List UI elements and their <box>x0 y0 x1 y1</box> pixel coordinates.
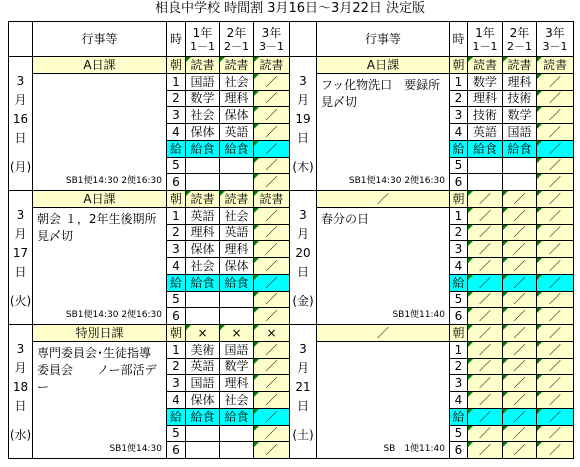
period-number: 2 <box>166 90 186 108</box>
subject-cell: 給食 <box>467 140 503 158</box>
subject-cell: 英語 <box>219 224 254 242</box>
subject-cell: ／ <box>253 358 290 376</box>
subject-cell <box>467 157 503 175</box>
subject-cell: ／ <box>253 140 290 158</box>
period-number: 3 <box>166 374 186 392</box>
event-text <box>32 73 167 175</box>
subject-cell: 保体 <box>185 123 220 141</box>
subject-cell: ／ <box>253 274 290 292</box>
period-number: 6 <box>449 307 468 325</box>
subject-cell: 理科 <box>219 240 254 258</box>
subject-cell: ／ <box>536 207 574 225</box>
date-char: 日 <box>296 131 309 145</box>
subject-cell <box>502 173 537 191</box>
subject-cell <box>219 157 254 175</box>
date-column <box>8 190 33 325</box>
subject-cell: ／ <box>253 307 290 325</box>
subject-cell <box>467 173 503 191</box>
date-char: 18 <box>12 380 29 394</box>
subject-cell: 保体 <box>219 106 254 124</box>
date-char: 月 <box>14 93 27 107</box>
grade-label: 3年 <box>545 25 565 40</box>
subject-cell: 英語 <box>467 123 503 141</box>
subject-cell: ／ <box>536 240 574 258</box>
day-type: ／ <box>316 324 450 342</box>
period-number: 給 <box>449 408 468 426</box>
subject-cell: ／ <box>502 207 537 225</box>
subject-cell <box>185 173 220 191</box>
grade-label: 1年 <box>475 25 495 40</box>
subject-cell: 読書 <box>253 190 290 208</box>
date-char: 日 <box>296 265 309 279</box>
subject-cell: 給食 <box>185 274 220 292</box>
date-char: 月 <box>14 227 27 241</box>
period-number: 1 <box>166 73 186 91</box>
period-number: 4 <box>166 257 186 275</box>
date-char: 16 <box>12 112 29 126</box>
subject-cell: ／ <box>502 190 537 208</box>
bus-schedule: SB1便14:30 2便16:30 <box>316 173 450 191</box>
subject-cell: 読書 <box>185 56 220 74</box>
event-text <box>316 341 450 443</box>
period-number: 1 <box>166 341 186 359</box>
subject-cell: ／ <box>467 441 503 459</box>
subject-cell: 数学 <box>185 90 220 108</box>
subject-cell: ／ <box>536 157 574 175</box>
class-label: 1－1 <box>472 39 498 53</box>
period-number: 6 <box>449 173 468 191</box>
subject-cell: ／ <box>467 307 503 325</box>
subject-cell: ／ <box>536 106 574 124</box>
subject-cell: ／ <box>536 441 574 459</box>
subject-cell: 数学 <box>502 106 537 124</box>
header-grade-2 <box>219 21 254 57</box>
subject-cell: 給食 <box>219 408 254 426</box>
subject-cell: ／ <box>536 307 574 325</box>
subject-cell: ／ <box>536 123 574 141</box>
subject-cell: ／ <box>467 224 503 242</box>
weekday-label: (金) <box>292 294 314 308</box>
subject-cell: 社会 <box>219 73 254 91</box>
date-column <box>289 324 317 459</box>
class-label: 3－1 <box>259 39 284 53</box>
header-corner <box>289 21 317 57</box>
subject-cell: 給食 <box>219 140 254 158</box>
subject-cell: ／ <box>253 240 290 258</box>
period-number: 6 <box>166 307 186 325</box>
subject-cell: ／ <box>536 358 574 376</box>
date-char: 3 <box>299 208 307 222</box>
period-number: 1 <box>449 341 468 359</box>
period-asa: 朝 <box>166 324 186 342</box>
class-label: 3－1 <box>542 39 568 53</box>
subject-cell <box>185 291 220 309</box>
class-label: 1－1 <box>190 39 215 53</box>
period-number: 4 <box>166 391 186 409</box>
date-char: 日 <box>14 399 27 413</box>
subject-cell: 保体 <box>185 240 220 258</box>
date-char: 20 <box>295 246 311 260</box>
subject-cell: 読書 <box>219 190 254 208</box>
subject-cell: 国語 <box>502 123 537 141</box>
day-type: A日課 <box>316 56 450 74</box>
subject-cell: ／ <box>536 73 574 91</box>
event-text: フッ化物洗口 要録所見〆切 <box>316 73 450 175</box>
grade-label: 3年 <box>261 25 282 40</box>
subject-cell: ／ <box>502 391 537 409</box>
header-grade-1 <box>467 21 503 57</box>
subject-cell: ／ <box>253 123 290 141</box>
date-char: 月 <box>296 361 309 375</box>
date-char: 3 <box>16 342 25 356</box>
subject-cell: ／ <box>253 73 290 91</box>
period-number: 3 <box>449 240 468 258</box>
date-char: 17 <box>12 246 29 260</box>
subject-cell: ／ <box>536 408 574 426</box>
period-number: 5 <box>166 157 186 175</box>
bus-schedule: SB1便14:30 <box>32 441 167 459</box>
subject-cell: ／ <box>502 324 537 342</box>
subject-cell: 社会 <box>185 257 220 275</box>
date-char: 月 <box>296 227 309 241</box>
period-asa: 朝 <box>166 56 186 74</box>
date-char: 月 <box>14 361 27 375</box>
subject-cell: ／ <box>502 240 537 258</box>
date-column <box>8 56 33 191</box>
subject-cell: 英語 <box>185 358 220 376</box>
period-number: 4 <box>449 391 468 409</box>
subject-cell: ／ <box>536 341 574 359</box>
subject-cell: ／ <box>536 190 574 208</box>
subject-cell: ／ <box>253 173 290 191</box>
grade-label: 2年 <box>509 25 530 40</box>
subject-cell: 給食 <box>502 140 537 158</box>
date-char: 月 <box>296 93 309 107</box>
header-event: 行事等 <box>316 21 450 57</box>
subject-cell: 読書 <box>185 190 220 208</box>
period-number: 5 <box>166 291 186 309</box>
subject-cell: ／ <box>502 374 537 392</box>
header-event: 行事等 <box>32 21 167 57</box>
subject-cell: 給食 <box>185 140 220 158</box>
day-type: A日課 <box>32 190 167 208</box>
subject-cell: ／ <box>467 374 503 392</box>
subject-cell: 給食 <box>219 274 254 292</box>
subject-cell: ／ <box>253 291 290 309</box>
period-number: 1 <box>449 207 468 225</box>
period-number: 5 <box>449 291 468 309</box>
date-char: 3 <box>16 208 25 222</box>
grade-label: 1年 <box>192 25 213 40</box>
period-asa: 朝 <box>449 190 468 208</box>
date-char: 21 <box>295 380 311 394</box>
subject-cell: 美術 <box>185 341 220 359</box>
period-number: 1 <box>449 73 468 91</box>
date-char: 日 <box>296 399 309 413</box>
period-asa: 朝 <box>449 324 468 342</box>
period-number: 給 <box>166 408 186 426</box>
period-number: 2 <box>449 224 468 242</box>
grade-label: 2年 <box>226 25 247 40</box>
subject-cell: ／ <box>253 106 290 124</box>
day-type: A日課 <box>32 56 167 74</box>
subject-cell: 読書 <box>219 56 254 74</box>
period-number: 5 <box>449 425 468 443</box>
weekday-label: (木) <box>292 160 314 174</box>
subject-cell: 社会 <box>185 106 220 124</box>
subject-cell: ／ <box>253 341 290 359</box>
subject-cell: × <box>185 324 220 342</box>
subject-cell: 保体 <box>219 257 254 275</box>
subject-cell: ／ <box>467 207 503 225</box>
subject-cell: ／ <box>536 391 574 409</box>
subject-cell: ／ <box>502 408 537 426</box>
period-number: 4 <box>166 123 186 141</box>
subject-cell: ／ <box>467 408 503 426</box>
period-number: 3 <box>166 106 186 124</box>
period-asa: 朝 <box>449 56 468 74</box>
period-number: 6 <box>449 441 468 459</box>
day-type: 特別日課 <box>32 324 167 342</box>
subject-cell: ／ <box>502 274 537 292</box>
date-char: 3 <box>299 74 307 88</box>
subject-cell: ／ <box>467 240 503 258</box>
subject-cell: ／ <box>253 391 290 409</box>
period-number: 2 <box>449 90 468 108</box>
period-number: 4 <box>449 123 468 141</box>
weekday-label: (月) <box>9 160 32 174</box>
subject-cell: ／ <box>467 341 503 359</box>
period-number: 3 <box>166 240 186 258</box>
date-char: 日 <box>14 265 27 279</box>
bus-schedule: SB1便14:30 2便16:30 <box>32 307 167 325</box>
period-number: 3 <box>449 106 468 124</box>
period-number: 6 <box>166 441 186 459</box>
subject-cell: ／ <box>253 224 290 242</box>
subject-cell: ／ <box>536 140 574 158</box>
subject-cell: 理科 <box>502 73 537 91</box>
subject-cell: 数学 <box>219 358 254 376</box>
header-grade-3 <box>536 21 574 57</box>
subject-cell: ／ <box>467 425 503 443</box>
date-char: 日 <box>14 131 27 145</box>
period-asa: 朝 <box>166 190 186 208</box>
subject-cell: ／ <box>467 391 503 409</box>
page-title: 相良中学校 時間割 3月16日～3月22日 決定版 <box>154 1 426 16</box>
subject-cell: ／ <box>253 157 290 175</box>
subject-cell: 理科 <box>219 90 254 108</box>
subject-cell: 読書 <box>502 56 537 74</box>
date-char: 3 <box>16 74 25 88</box>
subject-cell: 読書 <box>467 56 503 74</box>
subject-cell: 技術 <box>467 106 503 124</box>
subject-cell: × <box>253 324 290 342</box>
period-number: 2 <box>449 358 468 376</box>
subject-cell: 読書 <box>253 56 290 74</box>
subject-cell: ／ <box>253 257 290 275</box>
subject-cell: ／ <box>253 374 290 392</box>
subject-cell: 国語 <box>219 341 254 359</box>
subject-cell: × <box>219 324 254 342</box>
period-number: 2 <box>166 224 186 242</box>
subject-cell: ／ <box>536 374 574 392</box>
period-number: 6 <box>166 173 186 191</box>
subject-cell: 国語 <box>185 374 220 392</box>
subject-cell: 保体 <box>185 391 220 409</box>
date-column <box>289 56 317 191</box>
subject-cell: 理科 <box>219 374 254 392</box>
period-number: 給 <box>449 140 468 158</box>
subject-cell: ／ <box>536 173 574 191</box>
subject-cell <box>185 157 220 175</box>
subject-cell: ／ <box>502 257 537 275</box>
subject-cell: ／ <box>536 257 574 275</box>
subject-cell <box>219 307 254 325</box>
subject-cell: 理科 <box>185 224 220 242</box>
class-label: 2－1 <box>507 39 532 53</box>
subject-cell: 英語 <box>219 123 254 141</box>
subject-cell: ／ <box>253 441 290 459</box>
subject-cell: ／ <box>502 307 537 325</box>
subject-cell: ／ <box>502 224 537 242</box>
subject-cell <box>185 425 220 443</box>
subject-cell <box>219 425 254 443</box>
subject-cell <box>219 173 254 191</box>
period-number: 4 <box>449 257 468 275</box>
subject-cell: ／ <box>502 441 537 459</box>
subject-cell: ／ <box>467 324 503 342</box>
subject-cell: 理科 <box>467 90 503 108</box>
subject-cell: ／ <box>536 224 574 242</box>
header-grade-3 <box>253 21 290 57</box>
subject-cell: ／ <box>536 291 574 309</box>
event-text: 専門委員会･生徒指導委員会 ノー部活デー <box>32 341 167 443</box>
class-label: 2－1 <box>224 39 249 53</box>
subject-cell: 社会 <box>219 391 254 409</box>
subject-cell: 読書 <box>536 56 574 74</box>
day-type: ／ <box>316 190 450 208</box>
bus-schedule: SB1便14:30 2便16:30 <box>32 173 167 191</box>
subject-cell: ／ <box>536 425 574 443</box>
header-period: 時 <box>449 21 468 57</box>
period-number: 3 <box>449 374 468 392</box>
bus-schedule: SB1便11:40 <box>316 307 450 325</box>
subject-cell: ／ <box>536 90 574 108</box>
subject-cell: ／ <box>536 324 574 342</box>
period-number: 5 <box>449 157 468 175</box>
event-text: 朝会 １，2年生後期所見〆切 <box>32 207 167 309</box>
subject-cell: 給食 <box>185 408 220 426</box>
period-number: 給 <box>166 140 186 158</box>
subject-cell <box>185 441 220 459</box>
header-grade-1 <box>185 21 220 57</box>
subject-cell: ／ <box>502 291 537 309</box>
weekday-label: (水) <box>9 428 32 442</box>
date-char: 3 <box>299 342 307 356</box>
date-char: 19 <box>295 112 311 126</box>
subject-cell: ／ <box>467 190 503 208</box>
subject-cell: ／ <box>467 274 503 292</box>
period-number: 5 <box>166 425 186 443</box>
header-period: 時 <box>166 21 186 57</box>
subject-cell: ／ <box>253 90 290 108</box>
date-column <box>8 324 33 459</box>
subject-cell: ／ <box>253 425 290 443</box>
subject-cell: ／ <box>467 291 503 309</box>
subject-cell: 数学 <box>467 73 503 91</box>
subject-cell: ／ <box>253 207 290 225</box>
subject-cell: ／ <box>502 425 537 443</box>
subject-cell <box>185 307 220 325</box>
subject-cell: ／ <box>536 274 574 292</box>
subject-cell: 技術 <box>502 90 537 108</box>
subject-cell: 国語 <box>185 73 220 91</box>
date-column <box>289 190 317 325</box>
subject-cell <box>219 291 254 309</box>
period-number: 2 <box>166 358 186 376</box>
period-number: 給 <box>449 274 468 292</box>
subject-cell <box>502 157 537 175</box>
subject-cell: ／ <box>502 341 537 359</box>
subject-cell: 英語 <box>185 207 220 225</box>
period-number: 1 <box>166 207 186 225</box>
subject-cell: ／ <box>502 358 537 376</box>
period-number: 給 <box>166 274 186 292</box>
subject-cell: ／ <box>467 257 503 275</box>
bus-schedule: SB 1便11:40 <box>316 441 450 459</box>
header-corner <box>8 21 33 57</box>
subject-cell <box>219 441 254 459</box>
event-text: 春分の日 <box>316 207 450 309</box>
subject-cell: 社会 <box>219 207 254 225</box>
header-grade-2 <box>502 21 537 57</box>
weekday-label: (火) <box>9 294 32 308</box>
weekday-label: (土) <box>292 428 314 442</box>
subject-cell: ／ <box>467 358 503 376</box>
subject-cell: ／ <box>253 408 290 426</box>
